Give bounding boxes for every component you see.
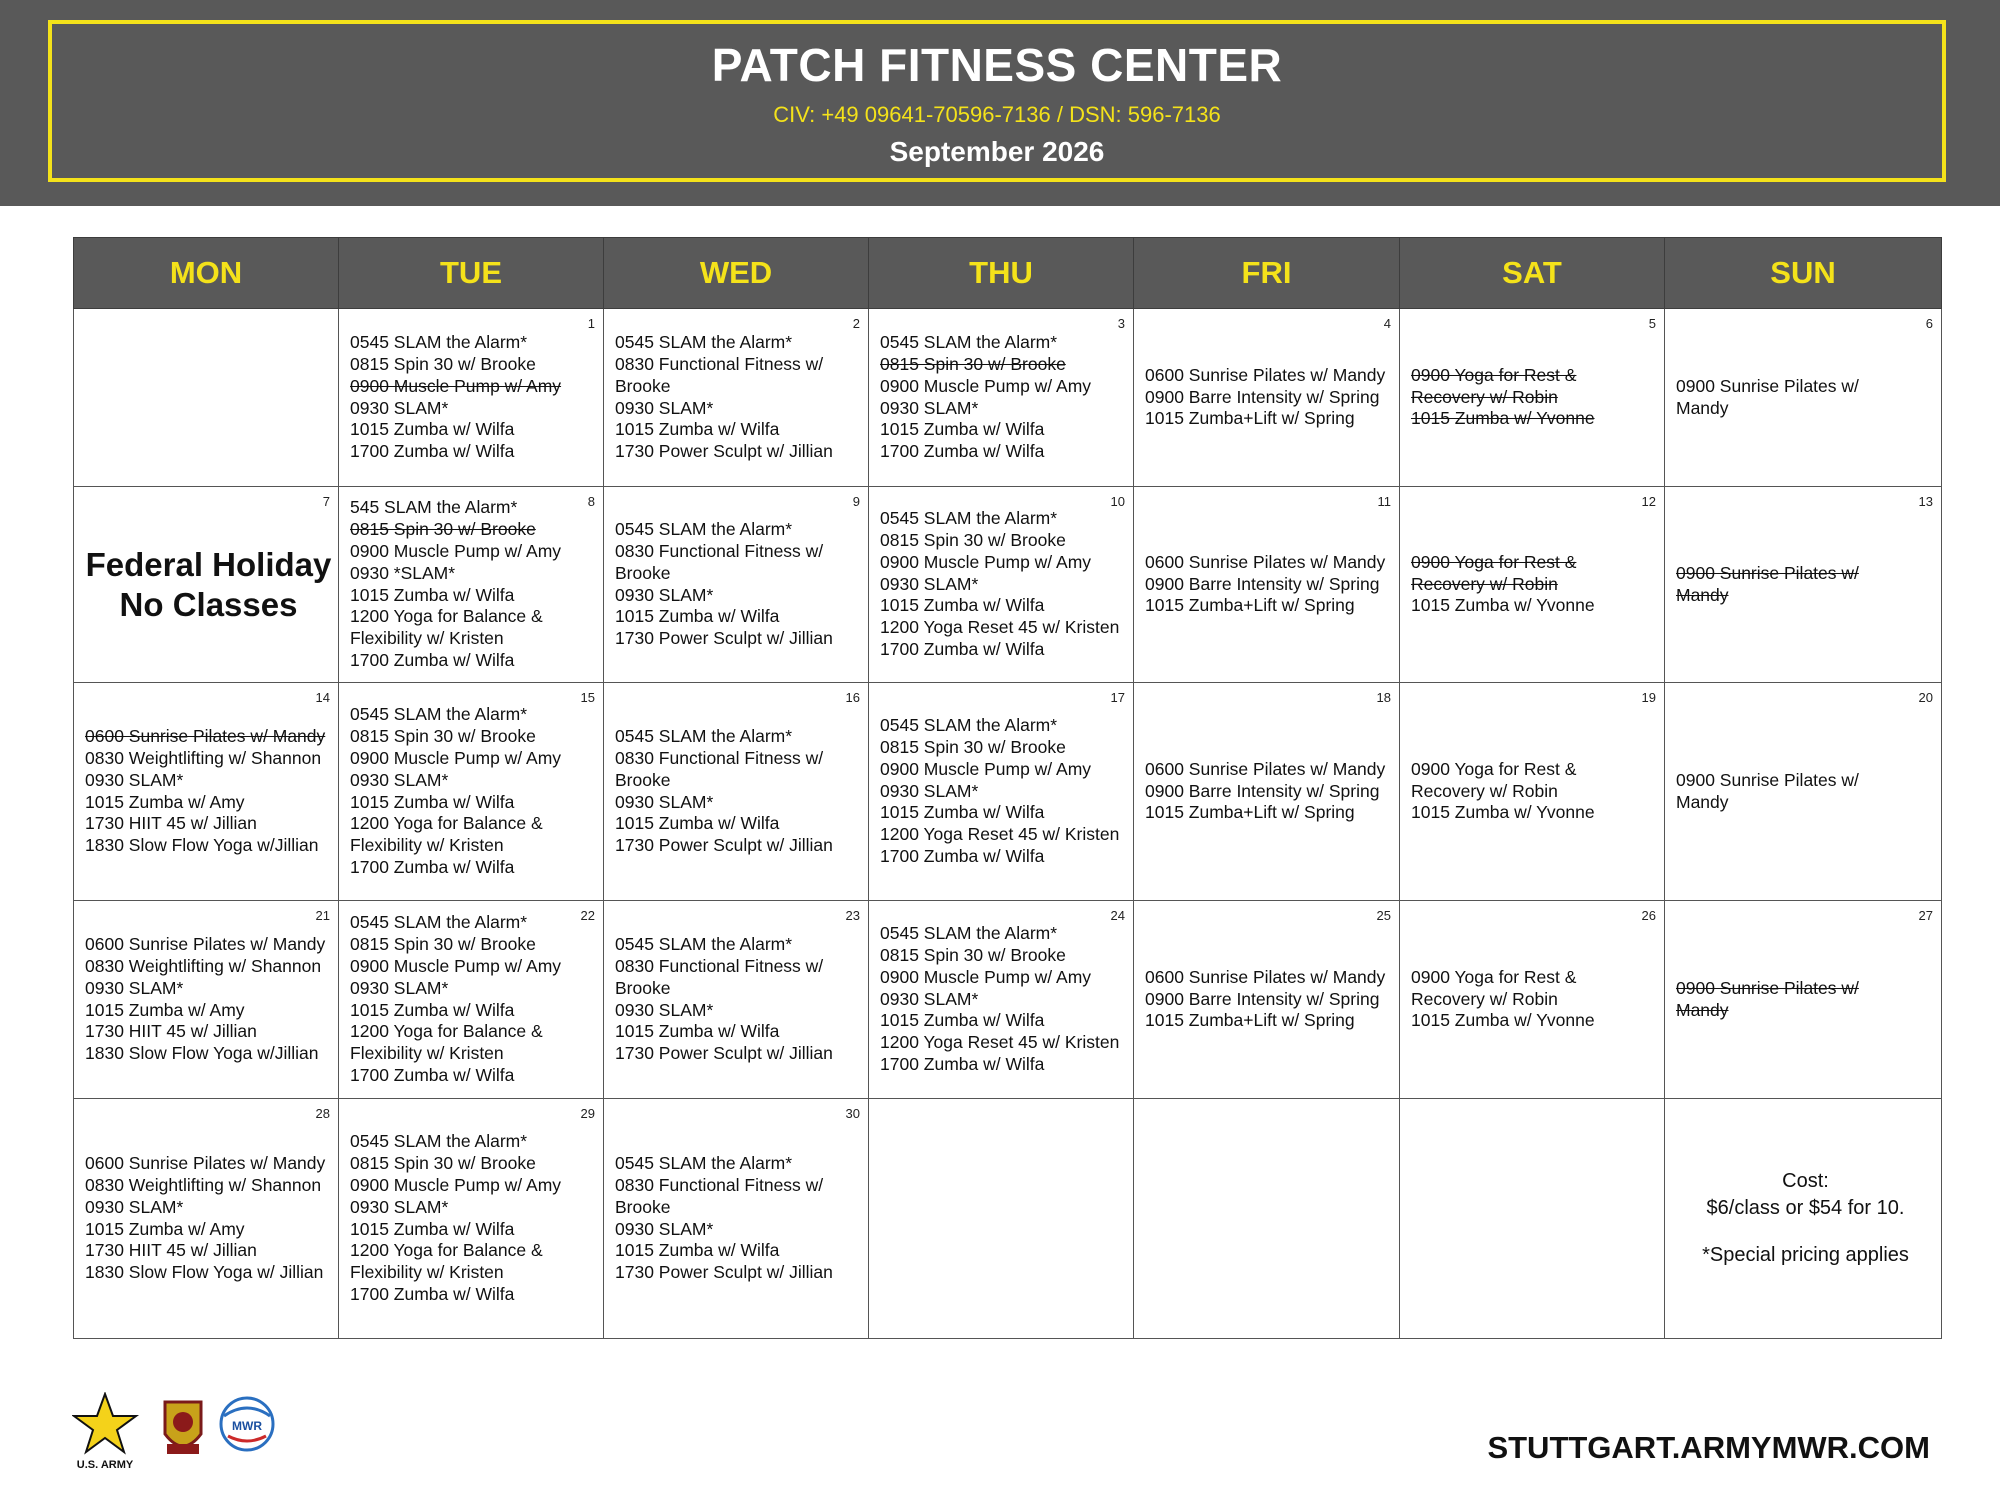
weekday-header-sun: SUN [1665, 238, 1942, 309]
class-entry: 0900 Muscle Pump w/ Amy [350, 955, 562, 976]
weekday-header-mon: MON [74, 238, 339, 309]
day-number: 20 [1918, 690, 1933, 705]
class-entry: 0900 Yoga for Rest & [1411, 966, 1577, 987]
class-entry: 0815 Spin 30 w/ Brooke [880, 530, 1066, 550]
class-entry: 1730 Power Sculpt w/ Jillian [615, 441, 833, 462]
day-cell [604, 683, 869, 901]
class-entry: 1015 Zumba w/ Yvonne [1411, 802, 1595, 823]
day-cell [1665, 309, 1942, 487]
contact-phone: CIV: +49 09641-70596-7136 / DSN: 596-7136 [773, 102, 1221, 127]
class-entry: 0830 Weightlifting w/ Shannon [85, 955, 322, 976]
pricing-text: $6/class or $54 for 10. [1706, 1197, 1905, 1219]
installation-crest-icon [165, 1402, 201, 1454]
holiday-notice [85, 545, 332, 625]
day-number: 27 [1918, 908, 1933, 923]
class-entry: 0930 SLAM* [880, 780, 979, 801]
day-number: 13 [1918, 494, 1933, 509]
day-number: 12 [1641, 494, 1656, 509]
day-number: 24 [1110, 908, 1125, 923]
day-number: 11 [1377, 494, 1391, 509]
day-cell [604, 901, 869, 1099]
day-cell [74, 487, 339, 683]
day-cell [1400, 309, 1665, 487]
day-number: 7 [322, 494, 330, 509]
day-cell [339, 1099, 604, 1339]
cancelled-class-entry: 0900 Yoga for Rest & [1411, 364, 1577, 385]
class-entry: 1830 Slow Flow Yoga w/ Jillian [85, 1262, 324, 1283]
class-entry: 1015 Zumba w/ Wilfa [615, 419, 780, 440]
website-link[interactable]: STUTTGART.ARMYMWR.COM [1487, 1430, 1930, 1465]
day-cell [1134, 901, 1400, 1099]
class-entry: 1730 HIIT 45 w/ Jillian [85, 1240, 257, 1261]
class-entry: 1015 Zumba w/ Wilfa [615, 1240, 780, 1261]
class-entry: 1015 Zumba+Lift w/ Spring [1145, 408, 1355, 429]
class-entry: 0930 SLAM* [615, 584, 714, 605]
class-entry: 0545 SLAM the Alarm* [350, 912, 528, 933]
day-cell [1400, 487, 1665, 683]
class-entry: 0900 Muscle Pump w/ Amy [880, 551, 1092, 572]
day-cell [1665, 683, 1942, 901]
class-entry: Mandy [1676, 791, 1729, 812]
cancelled-class-entry: 0900 Sunrise Pilates w/ [1676, 977, 1859, 998]
schedule-calendar [73, 237, 1942, 1339]
day-cell [339, 487, 604, 683]
class-entry: 1730 Power Sculpt w/ Jillian [615, 1043, 833, 1064]
class-entry: Mandy [1676, 397, 1729, 418]
class-entry: 1015 Zumba w/ Amy [85, 1218, 245, 1239]
pricing-text: *Special pricing applies [1702, 1244, 1909, 1266]
class-entry: Brooke [615, 375, 671, 396]
class-entry: 0900 Muscle Pump w/ Amy [880, 966, 1092, 987]
week-row [74, 901, 1942, 1099]
class-entry: 0900 Barre Intensity w/ Spring [1145, 386, 1380, 407]
weekday-header-fri: FRI [1134, 238, 1400, 309]
day-number: 4 [1383, 316, 1391, 331]
class-entry: 1730 HIIT 45 w/ Jillian [85, 813, 257, 834]
class-entry: 0930 *SLAM* [350, 562, 456, 583]
class-entry: 0830 Functional Fitness w/ [615, 1174, 824, 1195]
day-cell [869, 309, 1134, 487]
class-entry: 0930 SLAM* [350, 769, 449, 790]
class-entry: 0900 Muscle Pump w/ Amy [350, 540, 562, 561]
class-entry: Flexibility w/ Kristen [350, 835, 504, 856]
class-entry: 1015 Zumba w/ Wilfa [615, 606, 780, 627]
day-cell [339, 683, 604, 901]
class-entry: 0545 SLAM the Alarm* [880, 923, 1058, 944]
class-entry: 1015 Zumba+Lift w/ Spring [1145, 595, 1355, 616]
class-entry: 1730 Power Sculpt w/ Jillian [615, 835, 833, 856]
class-entry: 0930 SLAM* [85, 769, 184, 790]
class-entry: 0930 SLAM* [615, 791, 714, 812]
class-entry: 0930 SLAM* [350, 1196, 449, 1217]
class-entry: 1200 Yoga Reset 45 w/ Kristen [880, 617, 1120, 638]
class-entry: 0900 Sunrise Pilates w/ [1676, 375, 1859, 396]
day-cell [1400, 683, 1665, 901]
class-entry: 1015 Zumba w/ Yvonne [1411, 595, 1595, 616]
class-entry: Brooke [615, 562, 671, 583]
class-entry: 0900 Barre Intensity w/ Spring [1145, 573, 1380, 594]
day-cell [1400, 1099, 1665, 1339]
day-cell [1665, 901, 1942, 1099]
day-cell [1400, 901, 1665, 1099]
class-entry: 1015 Zumba w/ Amy [85, 999, 245, 1020]
day-number: 26 [1641, 908, 1656, 923]
class-entry: 0930 SLAM* [615, 999, 714, 1020]
class-entry: 1700 Zumba w/ Wilfa [350, 856, 515, 877]
cancelled-class-entry: 0815 Spin 30 w/ Brooke [880, 353, 1066, 374]
class-entry: 1015 Zumba w/ Amy [85, 791, 245, 812]
day-cell [869, 901, 1134, 1099]
class-entry: 0545 SLAM the Alarm* [615, 934, 793, 955]
class-entry: 0900 Barre Intensity w/ Spring [1145, 780, 1380, 801]
class-entry: Brooke [615, 977, 671, 998]
class-entry: 1015 Zumba w/ Wilfa [350, 791, 515, 812]
class-entry: 1015 Zumba w/ Wilfa [350, 999, 515, 1020]
day-cell [604, 309, 869, 487]
day-number: 6 [1925, 316, 1933, 331]
class-entry: 0545 SLAM the Alarm* [880, 508, 1058, 529]
class-entry: 1015 Zumba w/ Wilfa [350, 1218, 515, 1239]
class-entry: 0830 Weightlifting w/ Shannon [85, 747, 322, 768]
class-entry: 1200 Yoga Reset 45 w/ Kristen [880, 824, 1120, 845]
class-entry: 0600 Sunrise Pilates w/ Mandy [1145, 364, 1386, 385]
page-title: PATCH FITNESS CENTER [711, 39, 1283, 91]
day-cell [74, 683, 339, 901]
class-entry: Brooke [615, 769, 671, 790]
calendar-month: September 2026 [889, 136, 1105, 167]
army-logo-text: U.S. ARMY [76, 1459, 134, 1471]
class-entry: 0900 Muscle Pump w/ Amy [350, 1174, 562, 1195]
class-entry: 0545 SLAM the Alarm* [350, 332, 528, 353]
cancelled-class-entry: 0600 Sunrise Pilates w/ Mandy [85, 726, 326, 747]
day-cell [74, 901, 339, 1099]
class-entry: 0900 Muscle Pump w/ Amy [880, 375, 1092, 396]
class-entry: 0545 SLAM the Alarm* [880, 332, 1058, 353]
week-row [74, 309, 1942, 487]
class-entry: 0815 Spin 30 w/ Brooke [350, 726, 536, 747]
day-number: 18 [1376, 690, 1391, 705]
week-row [74, 683, 1942, 901]
day-number: 22 [580, 908, 595, 923]
class-entry: 0930 SLAM* [350, 397, 449, 418]
day-number: 9 [852, 494, 860, 509]
class-entry: 0600 Sunrise Pilates w/ Mandy [85, 1153, 326, 1174]
day-number: 19 [1641, 690, 1656, 705]
class-entry: 1700 Zumba w/ Wilfa [880, 638, 1045, 659]
class-entry: Brooke [615, 1196, 671, 1217]
us-army-star-icon [74, 1394, 136, 1471]
cancelled-class-entry: 0900 Sunrise Pilates w/ [1676, 562, 1859, 583]
weekday-header-thu: THU [869, 238, 1134, 309]
class-entry: 0830 Functional Fitness w/ [615, 353, 824, 374]
class-entry: 0600 Sunrise Pilates w/ Mandy [85, 934, 326, 955]
day-number: 30 [845, 1106, 860, 1121]
class-entry: 1700 Zumba w/ Wilfa [880, 1053, 1045, 1074]
class-entry: 0545 SLAM the Alarm* [350, 1131, 528, 1152]
cancelled-class-entry: Recovery w/ Robin [1411, 386, 1558, 407]
day-cell [74, 309, 339, 487]
cancelled-class-entry: 0815 Spin 30 w/ Brooke [350, 519, 536, 540]
class-entry: 0600 Sunrise Pilates w/ Mandy [1145, 551, 1386, 572]
day-number: 23 [845, 908, 860, 923]
class-entry: 1700 Zumba w/ Wilfa [350, 1064, 515, 1085]
cancelled-class-entry: Mandy [1676, 999, 1729, 1020]
day-cell [1134, 1099, 1400, 1339]
pricing-note [1676, 1168, 1935, 1269]
day-cell [1134, 683, 1400, 901]
day-number: 25 [1376, 908, 1391, 923]
day-cell [339, 309, 604, 487]
class-entry: 1700 Zumba w/ Wilfa [350, 441, 515, 462]
day-number: 28 [315, 1106, 330, 1121]
class-entry: 0815 Spin 30 w/ Brooke [880, 737, 1066, 757]
class-entry: 0930 SLAM* [615, 1218, 714, 1239]
day-number: 2 [852, 316, 860, 331]
day-cell [1665, 1099, 1942, 1339]
class-entry: 1200 Yoga Reset 45 w/ Kristen [880, 1032, 1120, 1053]
class-entry: 1015 Zumba w/ Wilfa [615, 813, 780, 834]
class-entry: 0930 SLAM* [880, 573, 979, 594]
class-entry: 1015 Zumba w/ Yvonne [1411, 1010, 1595, 1031]
class-entry: 1200 Yoga for Balance & [350, 1021, 543, 1042]
cancelled-class-entry: Mandy [1676, 584, 1729, 605]
class-entry: 0900 Muscle Pump w/ Amy [350, 747, 562, 768]
class-entry: 0545 SLAM the Alarm* [350, 704, 528, 725]
class-entry: 1700 Zumba w/ Wilfa [880, 845, 1045, 866]
class-entry: 1700 Zumba w/ Wilfa [880, 441, 1045, 462]
class-entry: Flexibility w/ Kristen [350, 628, 504, 649]
day-cell [869, 487, 1134, 683]
day-number: 10 [1110, 494, 1125, 509]
class-entry: 1830 Slow Flow Yoga w/Jillian [85, 835, 319, 856]
class-entry: Recovery w/ Robin [1411, 780, 1558, 801]
class-entry: 1015 Zumba+Lift w/ Spring [1145, 802, 1355, 823]
cancelled-class-entry: 1015 Zumba w/ Yvonne [1411, 408, 1595, 429]
header-frame [48, 20, 1946, 182]
class-entry: 1015 Zumba w/ Wilfa [880, 1010, 1045, 1031]
day-number: 5 [1648, 316, 1656, 331]
weekday-header-wed: WED [604, 238, 869, 309]
class-entry: 0930 SLAM* [880, 397, 979, 418]
holiday-text: No Classes [119, 585, 298, 623]
day-number: 14 [315, 690, 330, 705]
class-entry: 0545 SLAM the Alarm* [615, 332, 793, 353]
day-number: 29 [580, 1106, 595, 1121]
class-entry: 0815 Spin 30 w/ Brooke [880, 945, 1066, 965]
class-entry: 0815 Spin 30 w/ Brooke [350, 934, 536, 955]
class-entry: 0545 SLAM the Alarm* [615, 726, 793, 747]
class-entry: 0545 SLAM the Alarm* [880, 715, 1058, 736]
class-entry: 0930 SLAM* [350, 977, 449, 998]
class-entry: 1015 Zumba w/ Wilfa [350, 584, 515, 605]
header-band [0, 0, 2000, 206]
day-number: 16 [845, 690, 860, 705]
day-number: 1 [587, 316, 595, 331]
class-entry: 545 SLAM the Alarm* [350, 497, 518, 518]
weekday-header-sat: SAT [1400, 238, 1665, 309]
day-cell [1134, 487, 1400, 683]
class-entry: 0900 Muscle Pump w/ Amy [880, 758, 1092, 779]
class-entry: 0900 Sunrise Pilates w/ [1676, 769, 1859, 790]
class-entry: 0830 Functional Fitness w/ [615, 955, 824, 976]
class-entry: 1200 Yoga for Balance & [350, 813, 543, 834]
footer-logos [72, 1392, 312, 1477]
class-entry: 0600 Sunrise Pilates w/ Mandy [1145, 966, 1386, 987]
mwr-globe-icon [221, 1398, 273, 1450]
class-entry: 1015 Zumba w/ Wilfa [350, 419, 515, 440]
day-cell [869, 1099, 1134, 1339]
day-number: 21 [315, 908, 330, 923]
class-entry: 0900 Yoga for Rest & [1411, 758, 1577, 779]
class-entry: Flexibility w/ Kristen [350, 1262, 504, 1283]
day-cell [1665, 487, 1942, 683]
class-entry: 0900 Barre Intensity w/ Spring [1145, 988, 1380, 1009]
class-entry: 1700 Zumba w/ Wilfa [350, 1283, 515, 1304]
class-entry: 0830 Functional Fitness w/ [615, 540, 824, 561]
class-entry: 0830 Weightlifting w/ Shannon [85, 1174, 322, 1195]
day-number: 17 [1110, 690, 1125, 705]
class-entry: 0545 SLAM the Alarm* [615, 519, 793, 540]
day-cell [604, 487, 869, 683]
class-entry: 0930 SLAM* [615, 397, 714, 418]
cancelled-class-entry: 0900 Yoga for Rest & [1411, 551, 1577, 572]
day-cell [869, 683, 1134, 901]
class-entry: 0930 SLAM* [880, 988, 979, 1009]
class-entry: 1830 Slow Flow Yoga w/Jillian [85, 1043, 319, 1064]
day-number: 3 [1117, 316, 1125, 331]
pricing-text: Cost: [1782, 1170, 1829, 1192]
class-entry: 1015 Zumba+Lift w/ Spring [1145, 1010, 1355, 1031]
class-entry: 0815 Spin 30 w/ Brooke [350, 353, 536, 374]
class-entry: 1200 Yoga for Balance & [350, 1240, 543, 1261]
class-entry: 0930 SLAM* [85, 1196, 184, 1217]
class-entry: 1730 Power Sculpt w/ Jillian [615, 1262, 833, 1283]
day-number: 15 [580, 690, 595, 705]
day-cell [339, 901, 604, 1099]
holiday-text: Federal Holiday [85, 545, 332, 583]
class-entry: 1015 Zumba w/ Wilfa [615, 1021, 780, 1042]
class-entry: Flexibility w/ Kristen [350, 1043, 504, 1064]
day-cell [1134, 309, 1400, 487]
weekday-header-tue: TUE [339, 238, 604, 309]
class-entry: 0545 SLAM the Alarm* [615, 1153, 793, 1174]
cancelled-class-entry: Recovery w/ Robin [1411, 573, 1558, 594]
mwr-logo-text: MWR [232, 1419, 262, 1433]
class-entry: Recovery w/ Robin [1411, 988, 1558, 1009]
weekday-header-row [74, 238, 1942, 309]
class-entry: 0600 Sunrise Pilates w/ Mandy [1145, 758, 1386, 779]
class-entry: 1200 Yoga for Balance & [350, 606, 543, 627]
class-entry: 1015 Zumba w/ Wilfa [880, 595, 1045, 616]
week-row [74, 1099, 1942, 1339]
day-cell [604, 1099, 869, 1339]
day-number: 8 [587, 494, 595, 509]
class-entry: 0815 Spin 30 w/ Brooke [350, 1153, 536, 1174]
class-entry: 1730 Power Sculpt w/ Jillian [615, 628, 833, 649]
day-cell [74, 1099, 339, 1339]
pricing-text [1676, 1222, 1935, 1242]
class-entry: 1730 HIIT 45 w/ Jillian [85, 1021, 257, 1042]
class-entry: 1015 Zumba w/ Wilfa [880, 419, 1045, 440]
class-entry: 1700 Zumba w/ Wilfa [350, 649, 515, 670]
class-entry: 1015 Zumba w/ Wilfa [880, 802, 1045, 823]
cancelled-class-entry: 0900 Muscle Pump w/ Amy [350, 375, 562, 396]
class-entry: 0930 SLAM* [85, 977, 184, 998]
class-entry: 0830 Functional Fitness w/ [615, 747, 824, 768]
week-row [74, 487, 1942, 683]
